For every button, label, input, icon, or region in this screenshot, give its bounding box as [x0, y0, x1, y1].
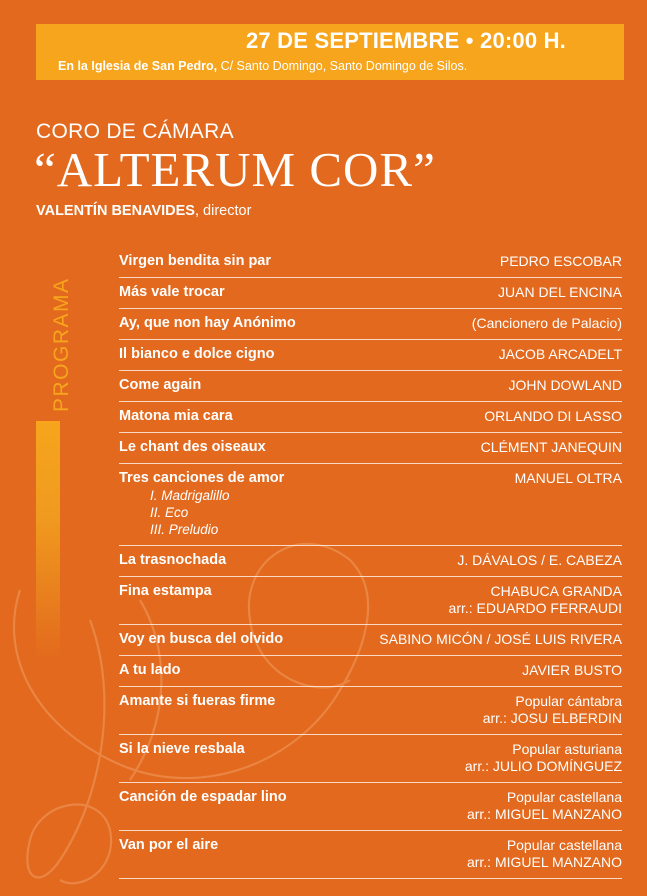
concert-venue [58, 59, 467, 73]
composer-credit [472, 315, 622, 332]
program-row [119, 340, 622, 371]
composer-line: MANUEL OLTRA [514, 470, 622, 486]
program-row [119, 247, 622, 278]
movement-title: I. Madrigalillo [150, 488, 230, 503]
composer-line: SABINO MICÓN / JOSÉ LUIS RIVERA [379, 631, 622, 647]
concert-date-time: 27 DE SEPTIEMBRE • 20:00 H. [246, 28, 566, 53]
composer-line: (Cancionero de Palacio) [471, 315, 622, 331]
program-row [119, 464, 622, 546]
work-title: Virgen bendita sin par [119, 253, 272, 269]
work-title: Ay, que non hay Anónimo [119, 315, 296, 331]
composer-credit [484, 408, 622, 425]
work-title: Come again [119, 377, 202, 393]
composer-credit [522, 662, 622, 679]
composer-credit [498, 284, 622, 301]
composer-credit [515, 470, 622, 487]
program-side-label: PROGRAMA [50, 277, 73, 412]
composer-credit [379, 631, 622, 648]
work-movements [119, 487, 284, 538]
program-row [119, 625, 622, 656]
program-row [119, 735, 622, 783]
composer-line: J. DÁVALOS / E. CABEZA [457, 552, 622, 568]
movement-title: II. Eco [150, 505, 189, 520]
composer-line: JUAN DEL ENCINA [498, 284, 622, 300]
movement-title: III. Preludio [150, 522, 219, 537]
composer-line: arr.: MIGUEL MANZANO [466, 806, 622, 822]
composer-line: Popular asturiana [512, 741, 622, 757]
composer-credit [457, 552, 622, 569]
composer-line: CHABUCA GRANDA [490, 583, 622, 599]
composer-line: PEDRO ESCOBAR [499, 253, 622, 269]
program-row [119, 309, 622, 340]
director-credit [36, 203, 251, 219]
work-title: Van por el aire [119, 837, 219, 853]
composer-line: JAVIER BUSTO [522, 662, 622, 678]
composer-line: arr.: JULIO DOMÍNGUEZ [464, 758, 622, 774]
program-row [119, 546, 622, 577]
composer-credit [508, 377, 622, 394]
composer-line: arr.: JOSU ELBERDIN [482, 710, 622, 726]
ensemble-name: “ALTERUM COR” [34, 142, 436, 197]
composer-credit [467, 837, 622, 871]
composer-line: CLÉMENT JANEQUIN [480, 439, 622, 455]
director-role: , director [194, 203, 252, 219]
work-title: La trasnochada [119, 552, 227, 568]
date-venue-banner [36, 24, 624, 80]
program-row [119, 656, 622, 687]
work-title: Matona mia cara [119, 408, 233, 424]
program-row [119, 687, 622, 735]
program-list [119, 247, 622, 879]
work-title: Canción de espadar lino [119, 789, 287, 805]
work-title: Voy en busca del olvido [119, 631, 284, 647]
program-row [119, 402, 622, 433]
composer-credit [483, 693, 622, 727]
program-row [119, 831, 622, 879]
program-row [119, 433, 622, 464]
venue-church: En la Iglesia de San Pedro, [58, 59, 218, 73]
work-title: A tu lado [119, 662, 181, 678]
program-row [119, 783, 622, 831]
work-title: Fina estampa [119, 583, 212, 599]
work-title: Amante si fueras firme [119, 693, 276, 709]
program-row [119, 371, 622, 402]
composer-line: Popular castellana [506, 789, 622, 805]
composer-line: Popular cántabra [515, 693, 622, 709]
composer-line: JACOB ARCADELT [498, 346, 622, 362]
composer-credit [481, 439, 622, 456]
composer-line: ORLANDO DI LASSO [484, 408, 622, 424]
composer-credit [500, 253, 622, 270]
ensemble-type: CORO DE CÁMARA [36, 120, 234, 143]
composer-credit [467, 789, 622, 823]
composer-line: JOHN DOWLAND [508, 377, 622, 393]
work-title: Más vale trocar [119, 284, 225, 300]
program-row [119, 278, 622, 309]
program-row [119, 577, 622, 625]
composer-credit [465, 741, 622, 775]
composer-credit [499, 346, 622, 363]
venue-address: C/ Santo Domingo, Santo Domingo de Silos. [217, 59, 468, 73]
work-title: Tres canciones de amor [119, 470, 285, 486]
program-side-bar [36, 421, 60, 661]
work-title: Le chant des oiseaux [119, 439, 266, 455]
director-name: VALENTÍN BENAVIDES [36, 203, 195, 219]
work-title: Il bianco e dolce cigno [119, 346, 275, 362]
composer-line: arr.: MIGUEL MANZANO [466, 854, 622, 870]
composer-line: Popular castellana [506, 837, 622, 853]
composer-credit [449, 583, 622, 617]
work-title: Si la nieve resbala [119, 741, 245, 757]
composer-line: arr.: EDUARDO FERRAUDI [448, 600, 622, 616]
